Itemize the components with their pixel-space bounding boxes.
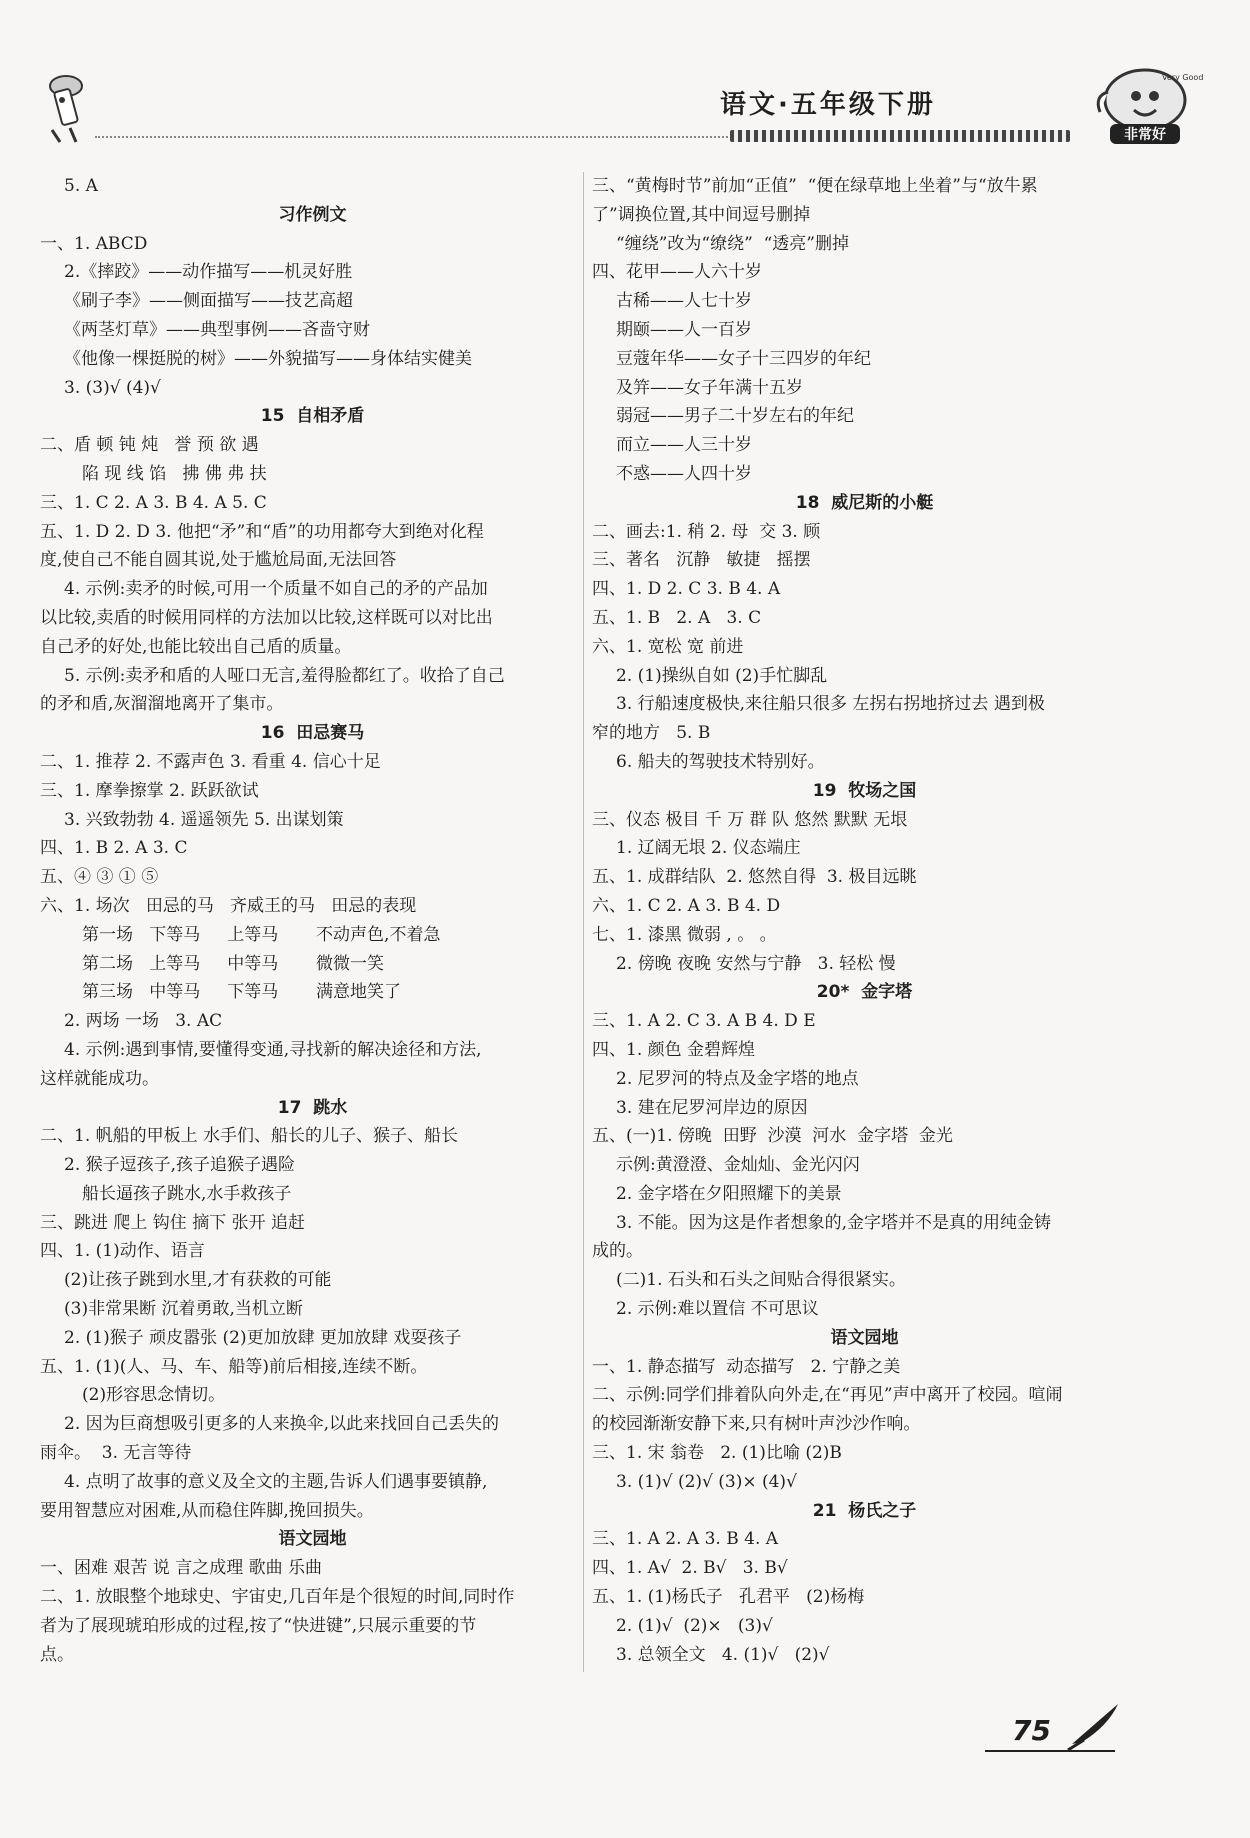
- answer-line: 自己矛的好处,也能比较出自己盾的质量。: [40, 636, 352, 657]
- answer-line: 第三场 中等马 下等马 满意地笑了: [82, 982, 402, 1003]
- answer-line: 2. 尼罗河的特点及金字塔的地点: [616, 1068, 859, 1089]
- answer-line: 三、1. 宋 翁卷 2. (1)比喻 (2)B: [592, 1443, 842, 1464]
- answer-line: 的校园渐渐安静下来,只有树叶声沙沙作响。: [592, 1414, 921, 1435]
- logo-subtext: Very Good: [1162, 73, 1204, 82]
- left-answer-column: [40, 172, 585, 1669]
- answer-line: 四、1. B 2. A 3. C: [40, 838, 188, 859]
- answer-line: 古稀——人七十岁: [616, 291, 752, 312]
- answer-line: 陷 现 线 馅 拂 佛 弗 扶: [82, 463, 267, 484]
- section-heading: 21 杨氏之子: [812, 1500, 917, 1521]
- answer-line: 3. 总领全文 4. (1)√ (2)√: [616, 1644, 830, 1665]
- answer-line: 二、1. 放眼整个地球史、宇宙史,几百年是个很短的时间,同时作: [40, 1587, 515, 1608]
- header-dotted-rule: [95, 136, 735, 138]
- answer-line: 2. 金字塔在夕阳照耀下的美景: [616, 1183, 842, 1204]
- answer-line: 五、④ ③ ① ⑤: [40, 867, 159, 888]
- answer-line: 一、1. 静态描写 动态描写 2. 宁静之美: [592, 1356, 901, 1377]
- answer-line: 五、1. (1)杨氏子 孔君平 (2)杨梅: [592, 1587, 865, 1608]
- answer-line: 七、1. 漆黑 微弱 , 。 。: [592, 924, 777, 945]
- column-divider: [583, 172, 584, 1672]
- section-heading: 17 跳水: [277, 1097, 348, 1118]
- quill-icon: [1068, 1700, 1122, 1752]
- answer-line: 弱冠——男子二十岁左右的年纪: [616, 406, 854, 427]
- answer-line: 三、仪态 极目 千 万 群 队 悠然 默默 无垠: [592, 809, 908, 830]
- answer-line: 期颐——人一百岁: [616, 319, 752, 340]
- section-heading: 15 自相矛盾: [260, 406, 365, 427]
- answer-line: 2.《摔跤》——动作描写——机灵好胜: [64, 262, 353, 283]
- answer-line: 一、困难 艰苦 说 言之成理 歌曲 乐曲: [40, 1558, 323, 1579]
- section-heading: 语文园地: [830, 1327, 899, 1348]
- answer-line: (二)1. 石头和石头之间贴合得很紧实。: [616, 1270, 906, 1291]
- answer-line: 二、1. 帆船的甲板上 水手们、船长的儿子、猴子、船长: [40, 1126, 459, 1147]
- answer-line: 者为了展现琥珀形成的过程,按了“快进键”,只展示重要的节: [40, 1615, 477, 1636]
- answer-line: 六、1. C 2. A 3. B 4. D: [592, 895, 781, 916]
- answer-line: (2)形容思念情切。: [82, 1385, 226, 1406]
- answer-line: 2. (1)猴子 顽皮嚣张 (2)更加放肆 更加放肆 戏耍孩子: [64, 1327, 462, 1348]
- answer-line: 的矛和盾,灰溜溜地离开了集市。: [40, 694, 284, 715]
- answer-line: 四、花甲——人六十岁: [592, 262, 762, 283]
- answer-line: 三、1. C 2. A 3. B 4. A 5. C: [40, 492, 267, 513]
- answer-line: 示例:黄澄澄、金灿灿、金光闪闪: [616, 1155, 860, 1176]
- answer-line: 成的。: [592, 1241, 643, 1262]
- answer-line: 五、1. B 2. A 3. C: [592, 607, 762, 628]
- answer-line: 四、1. D 2. C 3. B 4. A: [592, 579, 781, 600]
- answer-line: 而立——人三十岁: [616, 435, 752, 456]
- answer-line: 4. 示例:遇到事情,要懂得变通,寻找新的解决途径和方法,: [64, 1039, 482, 1060]
- answer-line: 三、1. A 2. C 3. A B 4. D E: [592, 1011, 816, 1032]
- section-heading: 18 威尼斯的小艇: [795, 492, 934, 513]
- answer-line: 雨伞。 3. 无言等待: [40, 1443, 192, 1464]
- very-good-logo-icon: [1090, 66, 1204, 146]
- answer-line: 不惑——人四十岁: [616, 463, 752, 484]
- answer-line: 《两茎灯草》——典型事例——吝啬守财: [64, 319, 370, 340]
- answer-line: 2. 猴子逗孩子,孩子追猴子遇险: [64, 1155, 296, 1176]
- answer-line: 3. (3)√ (4)√: [64, 377, 161, 398]
- answer-line: 六、1. 宽松 宽 前进: [592, 636, 744, 657]
- answer-line: 5. A: [64, 176, 98, 196]
- answer-line: 五、1. (1)(人、马、车、船等)前后相接,连续不断。: [40, 1356, 428, 1377]
- answer-line: 3. 行船速度极快,来往船只很多 左拐右拐地挤过去 遇到极: [616, 694, 1045, 715]
- answer-line: 2. 示例:难以置信 不可思议: [616, 1299, 819, 1320]
- answer-line: 二、示例:同学们排着队向外走,在“再见”声中离开了校园。喧闹: [592, 1385, 1063, 1406]
- answer-line: 3. 兴致勃勃 4. 遥遥领先 5. 出谋划策: [64, 809, 344, 830]
- answer-line: 3. 建在尼罗河岸边的原因: [616, 1097, 808, 1118]
- answer-line: 五、1. 成群结队 2. 悠然自得 3. 极目远眺: [592, 867, 917, 888]
- answer-line: 第一场 下等马 上等马 不动声色,不着急: [82, 924, 441, 945]
- answer-line: 了”调换位置,其中间逗号删掉: [592, 204, 811, 225]
- answer-line: 2. 两场 一场 3. AC: [64, 1011, 223, 1032]
- answer-line: 窄的地方 5. B: [592, 723, 711, 744]
- answer-line: 4. 点明了故事的意义及全文的主题,告诉人们遇事要镇静,: [64, 1471, 488, 1492]
- answer-line: 2. 傍晚 夜晚 安然与宁静 3. 轻松 慢: [616, 953, 896, 974]
- logo-text: 非常好: [1124, 127, 1166, 143]
- answer-line: 2. (1)√ (2)× (3)√: [616, 1615, 773, 1636]
- answer-line: 三、1. A 2. A 3. B 4. A: [592, 1529, 779, 1550]
- section-heading: 语文园地: [278, 1529, 347, 1550]
- page-header: [40, 70, 1204, 150]
- answer-line: 四、1. 颜色 金碧辉煌: [592, 1039, 756, 1060]
- answer-line: 五、(一)1. 傍晚 田野 沙漠 河水 金字塔 金光: [592, 1126, 953, 1147]
- answer-line: 度,使自己不能自圆其说,处于尴尬局面,无法回答: [40, 550, 397, 571]
- answer-line: 要用智慧应对困难,从而稳住阵脚,挽回损失。: [40, 1500, 374, 1521]
- answer-line: 5. 示例:卖矛和盾的人哑口无言,羞得脸都红了。收拾了自己: [64, 665, 505, 686]
- section-heading: 习作例文: [278, 204, 347, 225]
- answer-line: 豆蔻年华——女子十三四岁的年纪: [616, 348, 871, 369]
- answer-line: 第二场 上等马 中等马 微微一笑: [82, 953, 385, 974]
- page-number: 75: [1012, 1714, 1051, 1747]
- answer-line: 四、1. (1)动作、语言: [40, 1241, 205, 1262]
- section-heading: 20* 金字塔: [816, 982, 913, 1003]
- answer-line: 及笄——女子年满十五岁: [616, 377, 803, 398]
- answer-line: 6. 船夫的驾驶技术特别好。: [616, 751, 825, 772]
- answer-line: 这样就能成功。: [40, 1068, 159, 1089]
- answer-line: 4. 示例:卖矛的时候,可用一个质量不如自己的矛的产品加: [64, 579, 488, 600]
- answer-line: 二、画去:1. 稍 2. 母 交 3. 顾: [592, 521, 821, 542]
- answer-line: 1. 辽阔无垠 2. 仪态端庄: [616, 838, 801, 859]
- answer-line: 三、跳进 爬上 钩住 摘下 张开 追赶: [40, 1212, 306, 1233]
- answer-line: 船长逼孩子跳水,水手救孩子: [82, 1183, 292, 1204]
- answer-line: 2. (1)操纵自如 (2)手忙脚乱: [616, 665, 828, 686]
- pencil-mascot-icon: [40, 72, 100, 144]
- answer-line: 二、盾 顿 钝 炖 誉 预 欲 遇: [40, 435, 259, 456]
- answer-line: 五、1. D 2. D 3. 他把“矛”和“盾”的功用都夸大到绝对化程: [40, 521, 484, 542]
- answer-line: 以比较,卖盾的时候用同样的方法加以比较,这样既可以对比出: [40, 607, 493, 628]
- answer-line: 《他像一棵挺脱的树》——外貌描写——身体结实健美: [64, 348, 472, 369]
- answer-line: 2. 因为巨商想吸引更多的人来换伞,以此来找回自己丢失的: [64, 1414, 500, 1435]
- answer-line: 三、著名 沉静 敏捷 摇摆: [592, 550, 811, 571]
- answer-line: 四、1. A√ 2. B√ 3. B√: [592, 1558, 788, 1579]
- answer-line: 二、1. 推荐 2. 不露声色 3. 看重 4. 信心十足: [40, 751, 381, 772]
- answer-line: 一、1. ABCD: [40, 233, 148, 254]
- answer-line: 《刷子李》——侧面描写——技艺高超: [64, 291, 353, 312]
- answer-line: 3. 不能。因为这是作者想象的,金字塔并不是真的用纯金铸: [616, 1212, 1052, 1233]
- answer-line: 点。: [40, 1644, 74, 1665]
- section-heading: 19 牧场之国: [812, 780, 917, 801]
- book-title: 语文·五年级下册: [720, 90, 936, 120]
- answer-line: (2)让孩子跳到水里,才有获救的可能: [64, 1270, 332, 1291]
- answer-line: 六、1. 场次 田忌的马 齐威王的马 田忌的表现: [40, 895, 417, 916]
- answer-line: 三、“黄梅时节”前加“正值” “便在绿草地上坐着”与“放牛累: [592, 176, 1038, 196]
- answer-line: 3. (1)√ (2)√ (3)× (4)√: [616, 1471, 797, 1492]
- answer-line: (3)非常果断 沉着勇敢,当机立断: [64, 1299, 303, 1320]
- section-heading: 16 田忌赛马: [260, 723, 365, 744]
- answer-line: “缠绕”改为“缭绕” “透亮”删掉: [616, 233, 849, 254]
- answer-line: 三、1. 摩拳擦掌 2. 跃跃欲试: [40, 780, 259, 801]
- right-answer-column: [592, 172, 1137, 1669]
- header-pattern-bar: [730, 130, 1070, 142]
